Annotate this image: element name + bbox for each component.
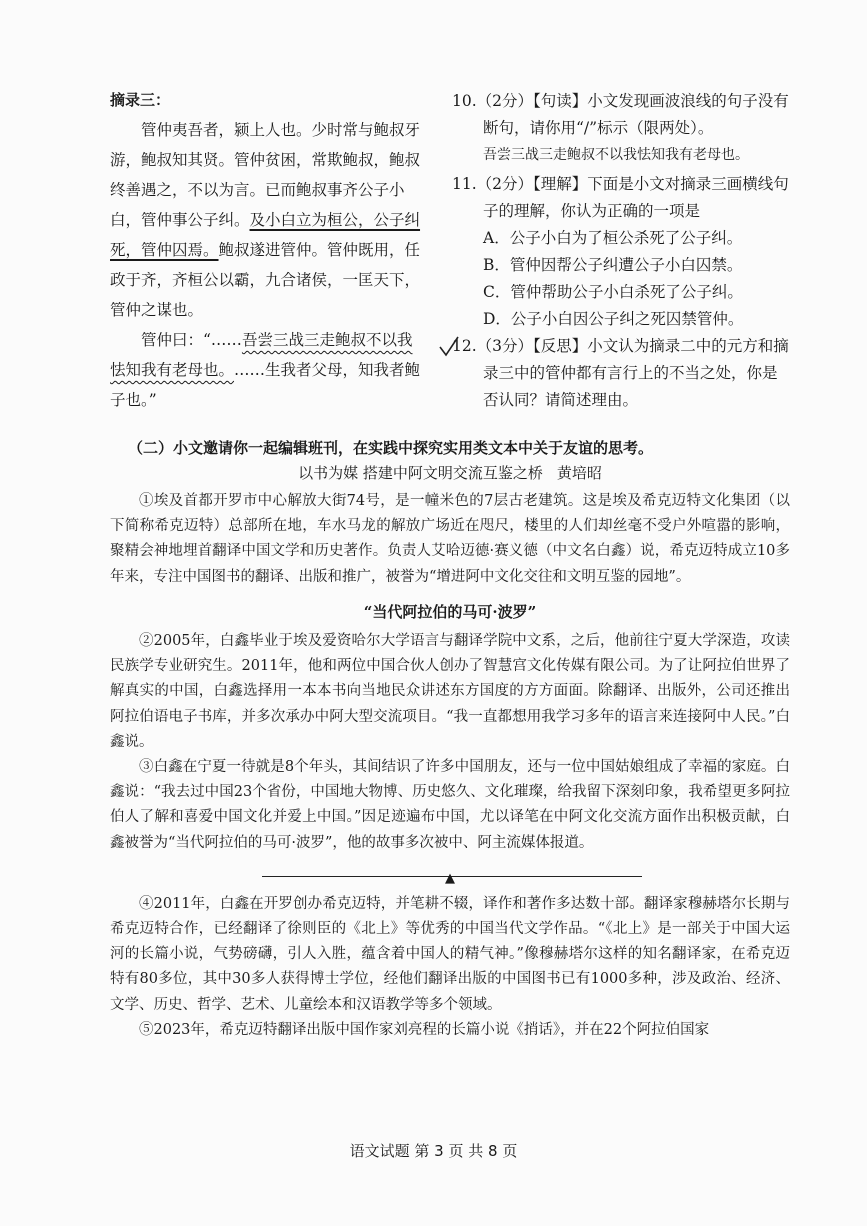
article-title-line: [110, 462, 790, 483]
underlined-sentence: 及小白立为桓公，公子纠死，管仲囚焉。: [110, 211, 421, 259]
section-intro: （二）小文邀请你一起编辑班刊，在实践中探究实用类文本中关于友谊的思考。: [128, 439, 654, 457]
option-c: C．管仲帮助公子小白杀死了公子纠。: [483, 283, 743, 301]
excerpt-text: ……生我者父母，知我者鲍子也。”: [110, 361, 421, 409]
paragraph-3: ③白鑫在宁夏一待就是8个年头，其间结识了许多中国朋友，还与一位中国姑娘组成了幸福的家庭。白鑫说：“我去过中国23个省份，中国地大物博、历史悠久、文化璀璨，给我留下深刻印象，我希望更多阿拉伯人了解和喜爱中国文化并爱上中国。”因足迹遍布中国，尤以译笔在中阿文化交流方面作出积极贡献，白鑫被誉为“当代阿拉伯的马可·波罗”，他的故事多次被中、阿主流媒体报道。: [110, 759, 790, 851]
excerpt-text: 管仲夷吾者，颍上人也。少时常与鲍叔牙游，鲍叔知其贤。管仲贫困，常欺鲍叔，鲍叔终善遇之，不以为言。已而鲍叔事齐公子小白，管仲事公子纠。: [110, 121, 421, 229]
question-number: 11.（2分）【理解】: [452, 175, 588, 193]
paragraph-1: ①埃及首都开罗市中心解放大街74号，是一幢米色的7层古老建筑。这是埃及希克迈特文化集团（以下简称希克迈特）总部所在地，车水马龙的解放广场近在咫尺，楼里的人们却丝毫不受户外喧嚣的影响，聚精会神地埋首翻译中国文学和历史著作。负责人艾哈迈德·赛义德（中文名白鑫）说，希克迈特成立10多年来，专注中国图书的翻译、出版和推广，被誉为“增进阿中文化交往和文明互鉴的园地”。: [110, 493, 790, 585]
question-10-sentence: 吾尝三战三走鲍叔不以我怯知我有老母也。: [483, 147, 749, 163]
article-title: 以书为媒 搭建中阿文明交流互鉴之桥: [298, 464, 543, 482]
section-divider: [110, 862, 790, 892]
article-subheading: “当代阿拉伯的马可·波罗”: [363, 602, 537, 621]
excerpt-three: [110, 85, 425, 415]
question-text: 小文认为摘录二中的元方和摘录三中的管仲都有言行上的不当之处，你是否认同？请简述理由。: [483, 337, 789, 409]
page-footer: 语文试题 第 3 页 共 8 页: [349, 1142, 518, 1160]
question-text: 小文发现画波浪线的句子没有断句，请你用“/”标示（限两处）。: [483, 92, 789, 137]
article-author: 黄培昭: [556, 464, 602, 482]
option-a: A．公子小白为了桓公杀死了公子纠。: [483, 229, 743, 247]
paragraph-4: ④2011年，白鑫在开罗创办希克迈特，并笔耕不辍，译作和著作多达数十部。翻译家穆赫塔尔长期与希克迈特合作，已经翻译了徐则臣的《北上》等优秀的中国当代文学作品。“《北上》是一部关于中国大运河的长篇小说，气势磅礴，引人入胜，蕴含着中国人的精气神。”像穆赫塔尔这样的知名翻译家，在希克迈特有80多位，其中30多人获得博士学位，经他们翻译出版的中国图书已有1000多种，涉及政治、经济、文学、历史、哲学、艺术、儿童绘本和汉语教学等多个领域。: [110, 895, 790, 1013]
questions: [452, 88, 792, 414]
paragraph-5: ⑤2023年，希克迈特翻译出版中国作家刘亮程的长篇小说《捎话》，并在22个阿拉伯国家: [139, 1021, 710, 1038]
check-mark-icon: [438, 335, 460, 357]
section-two: [110, 437, 790, 1043]
triangle-marker-icon: ▲: [445, 870, 455, 886]
question-number: 12.（3分）【反思】: [452, 337, 588, 355]
question-text: 下面是小文对摘录三画横线句子的理解，你认为正确的一项是: [483, 175, 789, 220]
excerpt-text: 鲍叔遂进管仲。管仲既用，任政于齐，齐桓公以霸，九合诸侯，一匡天下，管仲之谋也。: [110, 241, 421, 319]
excerpt-paragraph-2: [110, 325, 425, 415]
excerpt-heading: 摘录三：: [110, 91, 171, 109]
option-d: D．公子小白因公子纠之死囚禁管仲。: [483, 310, 744, 328]
question-10: [452, 88, 792, 142]
article-body: [110, 489, 790, 1043]
excerpt-text: 管仲曰：“……: [141, 331, 242, 349]
option-b: B．管仲因帮公子纠遭公子小白囚禁。: [483, 256, 743, 274]
wavy-underlined-sentence: 吾尝三战三走鲍叔不以我怯知我有老母也。: [110, 331, 413, 379]
paragraph-2: ②2005年，白鑫毕业于埃及爱资哈尔大学语言与翻译学院中文系，之后，他前往宁夏大学深造，攻读民族学专业研究生。2011年，他和两位中国合伙人创办了智慧宫文化传媒有限公司。为了让阿拉伯世界了解真实的中国，白鑫选择用一本本书向当地民众讲述东方国度的方方面面。除翻译、出版外，公司还推出阿拉伯语电子书库，并多次承办中阿大型交流项目。“我一直都想用我学习多年的语言来连接阿中人民。”白鑫说。: [110, 633, 790, 750]
question-11: [452, 171, 792, 225]
excerpt-paragraph-1: [110, 115, 425, 325]
question-12: [452, 333, 792, 414]
question-number: 10.（2分）【句读】: [452, 92, 588, 110]
